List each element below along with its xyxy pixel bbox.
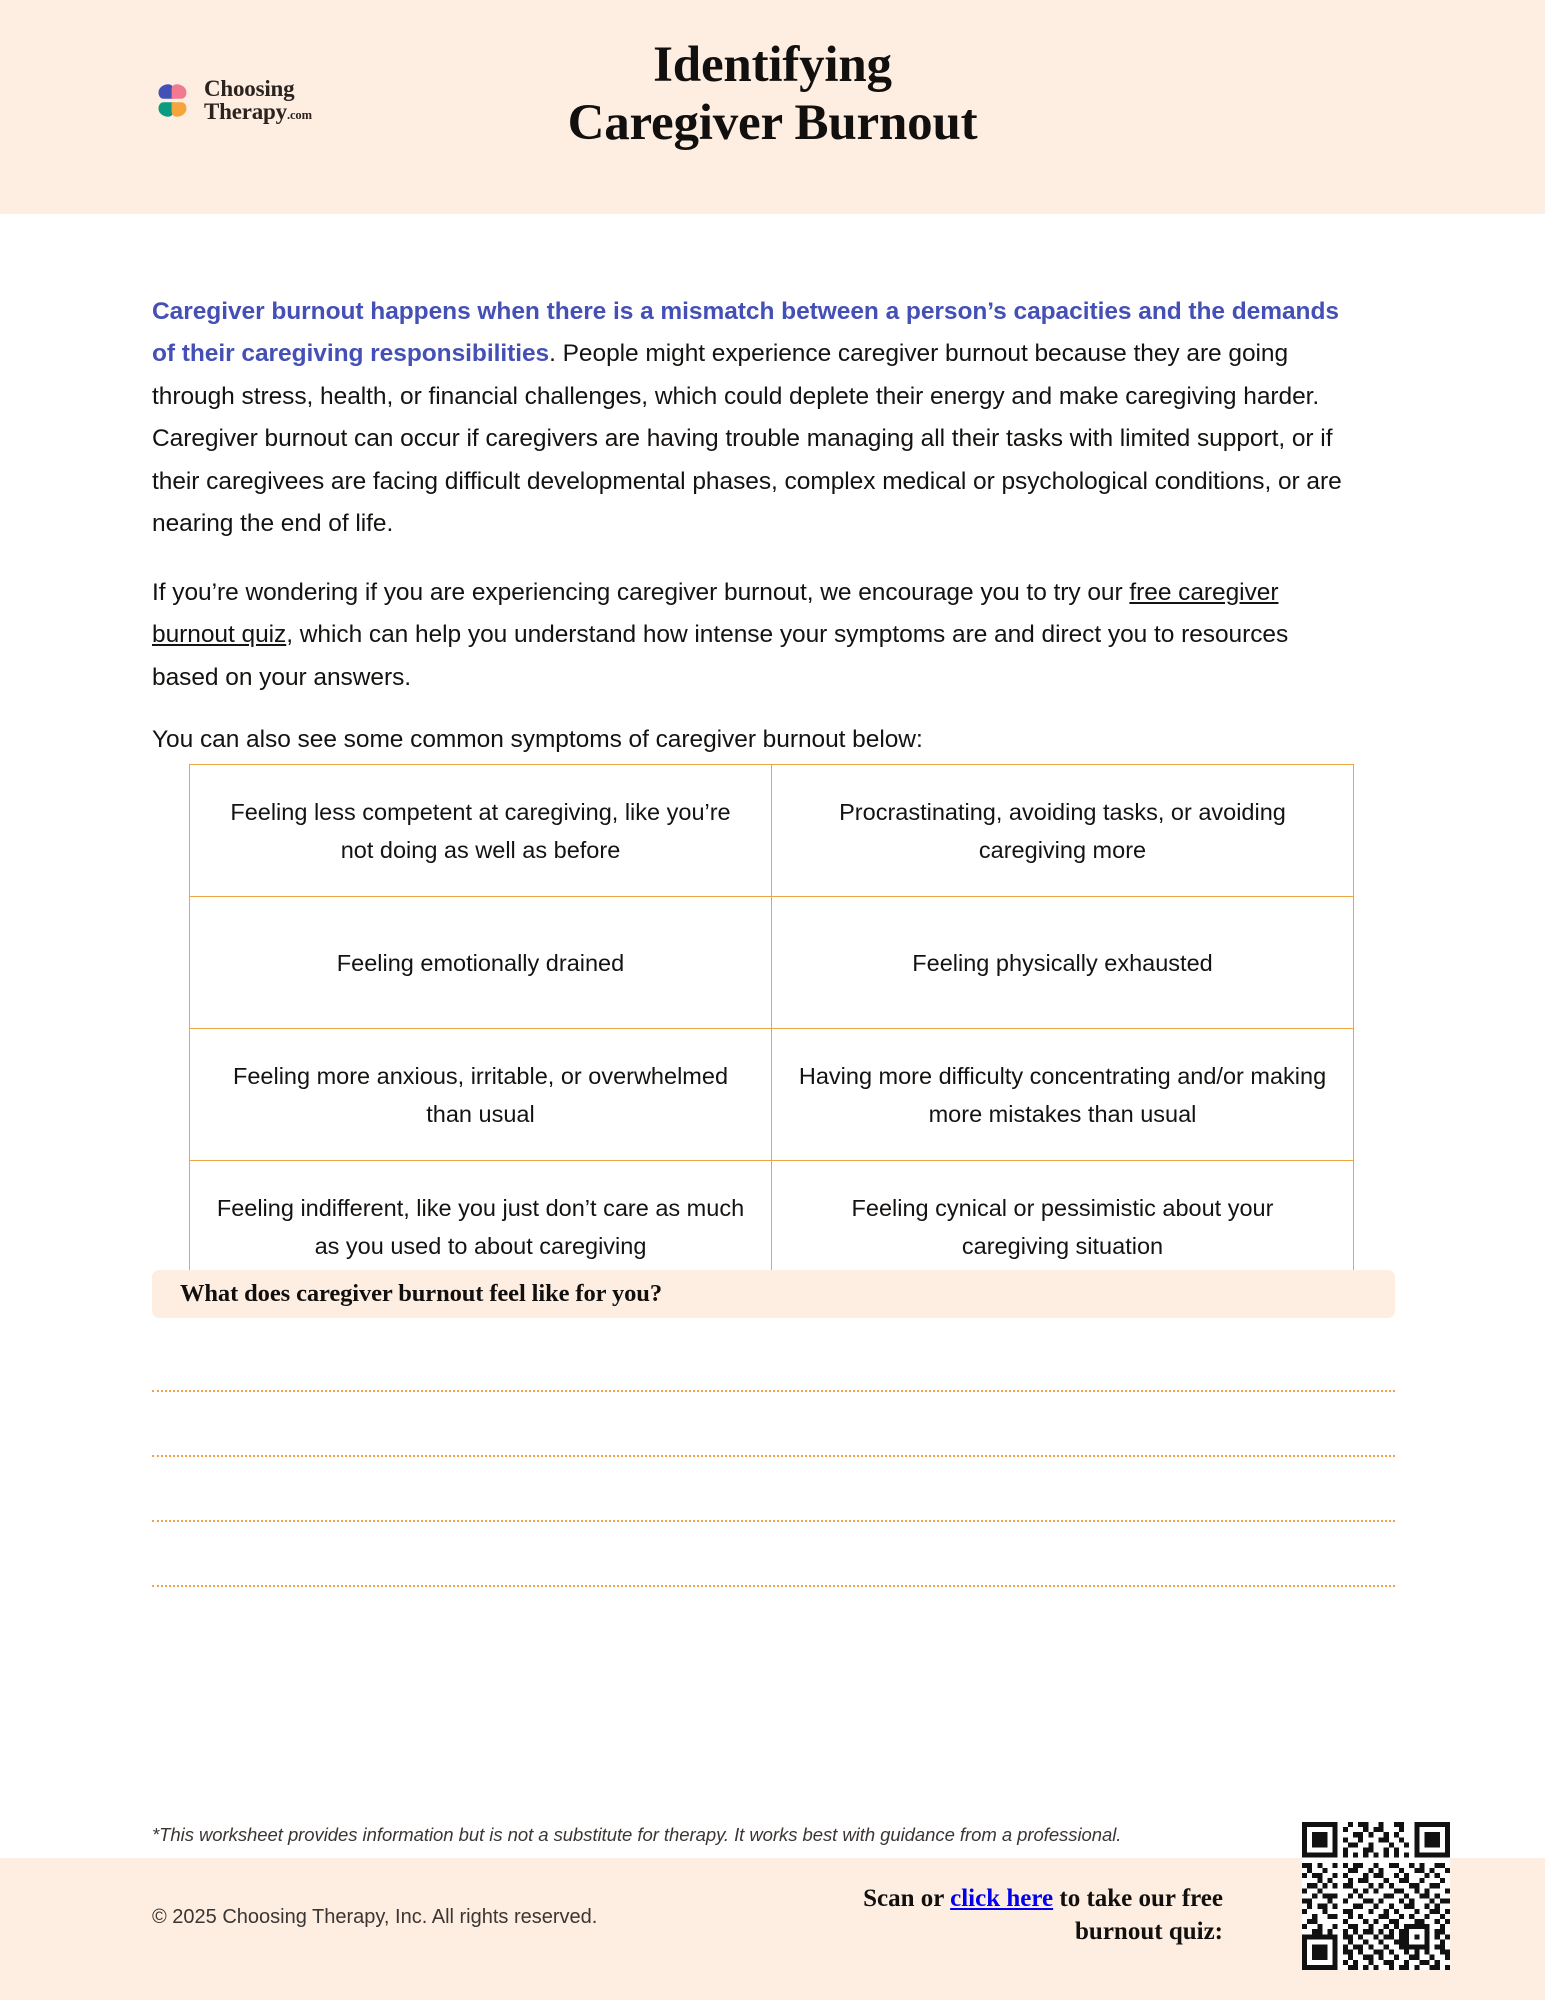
- table-row: [190, 765, 1354, 897]
- symptom-cell: Having more difficulty concentrating and/or making more mistakes than usual: [772, 1029, 1354, 1161]
- symptom-cell: Feeling emotionally drained: [190, 897, 772, 1029]
- intro-paragraph-rest: . People might experience caregiver burnout because they are going through stress, health, or financial challenges, which could deplete their energy and make caregiving harder. Caregiver burnout can occur if caregivers are having trouble managing all their tasks with limited support, or if their caregivees are facing difficult developmental phases, complex medical or psychological conditions, or are nearing the end of life.: [152, 340, 1342, 537]
- intro-paragraph: [152, 291, 1357, 546]
- table-row: [190, 897, 1354, 1029]
- table-row: [190, 1029, 1354, 1161]
- symptoms-intro-paragraph: You can also see some common symptoms of caregiver burnout below:: [152, 725, 923, 753]
- reflection-prompt-question: What does caregiver burnout feel like for you?: [180, 1280, 662, 1307]
- writing-line-3[interactable]: [152, 1520, 1395, 1522]
- reflection-prompt-bar: [152, 1270, 1395, 1318]
- intro-lead-highlight: Caregiver burnout happens when there is a mismatch between a person’s capacities and the demands of their caregiving responsibilities: [152, 297, 1339, 367]
- scan-instruction-line-2: burnout quiz:: [1075, 1918, 1223, 1945]
- writing-line-4[interactable]: [152, 1585, 1395, 1587]
- symptoms-table: [189, 764, 1354, 1293]
- page-title: [0, 36, 1545, 152]
- writing-line-2[interactable]: [152, 1455, 1395, 1457]
- free-caregiver-burnout-quiz-link[interactable]: free caregiver burnout quiz: [152, 578, 1279, 648]
- copyright-text: © 2025 Choosing Therapy, Inc. All rights reserved.: [152, 1906, 598, 1928]
- symptom-cell: Feeling cynical or pessimistic about your caregiving situation: [772, 1161, 1354, 1293]
- page-title-line-1: Identifying: [653, 37, 892, 93]
- scan-instruction-after: to take our free: [1053, 1885, 1223, 1912]
- symptom-cell: Feeling less competent at caregiving, like you’re not doing as well as before: [190, 765, 772, 897]
- quiz-paragraph-after: , which can help you understand how intense your symptoms are and direct you to resources based on your answers.: [152, 621, 1289, 691]
- click-here-link[interactable]: click here: [950, 1885, 1054, 1912]
- logo-line-1: Choosing: [204, 76, 295, 102]
- page-title-line-2: Caregiver Burnout: [567, 95, 978, 152]
- logo-dotcom: .com: [286, 107, 312, 122]
- scan-instruction: [753, 1882, 1223, 1948]
- quiz-paragraph-before: If you’re wondering if you are experiencing caregiver burnout, we encourage you to try our: [152, 578, 1130, 606]
- scan-instruction-before: Scan or: [863, 1885, 951, 1912]
- qr-code[interactable]: [1302, 1822, 1450, 1970]
- disclaimer-text: *This worksheet provides information but is not a substitute for therapy. It works best with guidance from a professional.: [152, 1824, 1122, 1845]
- page-header: [0, 0, 1545, 214]
- symptom-cell: Procrastinating, avoiding tasks, or avoiding caregiving more: [772, 765, 1354, 897]
- logo-line-2: Therapy: [204, 98, 287, 124]
- quiz-paragraph: [152, 572, 1357, 700]
- symptom-cell: Feeling indifferent, like you just don’t care as much as you used to about caregiving: [190, 1161, 772, 1293]
- writing-line-1[interactable]: [152, 1390, 1395, 1392]
- symptom-cell: Feeling physically exhausted: [772, 897, 1354, 1029]
- symptom-cell: Feeling more anxious, irritable, or overwhelmed than usual: [190, 1029, 772, 1161]
